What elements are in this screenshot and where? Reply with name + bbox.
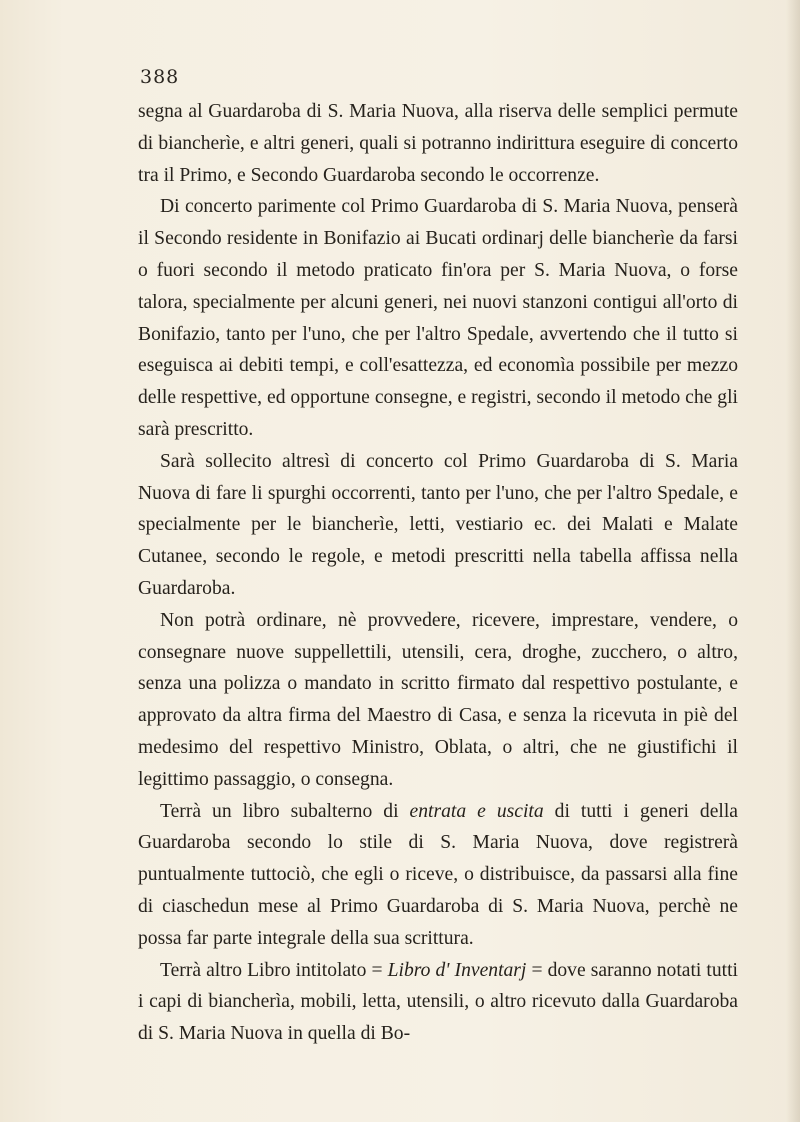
paragraph-5-italic: entrata e uscita bbox=[409, 800, 544, 822]
paragraph-5 bbox=[138, 796, 738, 955]
paragraph-5-text-after: di tutti i generi della Guardaroba secondo lo stile di S. Maria Nuova, dove registrerà puntualmente tuttociò, che egli o riceve, o distribuisce, da passarsi alla fine di ciaschedun mese al Primo Guardaroba di S. Maria Nuova, perchè ne possa far parte integrale della sua scrittura. bbox=[138, 800, 738, 949]
paragraph-6-italic: Libro d' Inventarj bbox=[387, 959, 527, 981]
paragraph-4: Non potrà ordinare, nè provvedere, ricevere, imprestare, vendere, o consegnare nuove suppellettili, utensili, cera, droghe, zucchero, o altro, senza una polizza o mandato in scritto firmato dal respettivo postulante, e approvato da altra firma del Maestro di Casa, e senza la ricevuta in piè del medesimo del respettivo Ministro, Oblata, o altri, che ne giustifichi il legittimo passaggio, o consegna. bbox=[138, 609, 738, 790]
page-edge-shadow bbox=[786, 0, 800, 1122]
page-number: 388 bbox=[140, 66, 180, 88]
paragraph-6-text-after: = dove saranno notati tutti i capi di biancherìa, mobili, letta, utensili, o altro ricevuto dalla Guardaroba di S. Maria Nuova in quella di Bo- bbox=[138, 959, 738, 1045]
paragraph-1: segna al Guardaroba di S. Maria Nuova, alla riserva delle semplici permute di biancherìe, e altri generi, quali si potranno indirittura eseguire di concerto tra il Primo, e Secondo Guardaroba secondo le occorrenze. bbox=[138, 101, 738, 186]
text-body bbox=[138, 96, 738, 1050]
paragraph-2: Di concerto parimente col Primo Guardaroba di S. Maria Nuova, penserà il Secondo residente in Bonifazio ai Bucati ordinarj delle biancherìe da farsi o fuori secondo il metodo praticato fin'ora per S. Maria Nuova, o forse talora, specialmente per alcuni generi, nei nuovi stanzoni contigui all'orto di Bonifazio, tanto per l'uno, che per l'altro Spedale, avvertendo che il tutto si eseguisca ai debiti tempi, e coll'esattezza, ed economìa possibile per mezzo delle respettive, ed opportune consegne, e registri, secondo il metodo che gli sarà prescritto. bbox=[138, 196, 738, 440]
paragraph-3: Sarà sollecito altresì di concerto col Primo Guardaroba di S. Maria Nuova di fare li spurghi occorrenti, tanto per l'uno, che per l'altro Spedale, e specialmente per le biancherìe, letti, vestiario ec. dei Malati e Malate Cutanee, secondo le regole, e metodi prescritti nella tabella affissa nella Guardaroba. bbox=[138, 450, 738, 599]
paragraph-6 bbox=[138, 955, 738, 1050]
paragraph-6-text-before: Terrà altro Libro intitolato = bbox=[160, 959, 388, 981]
paragraph-5-text-before: Terrà un libro subalterno di bbox=[160, 800, 410, 822]
